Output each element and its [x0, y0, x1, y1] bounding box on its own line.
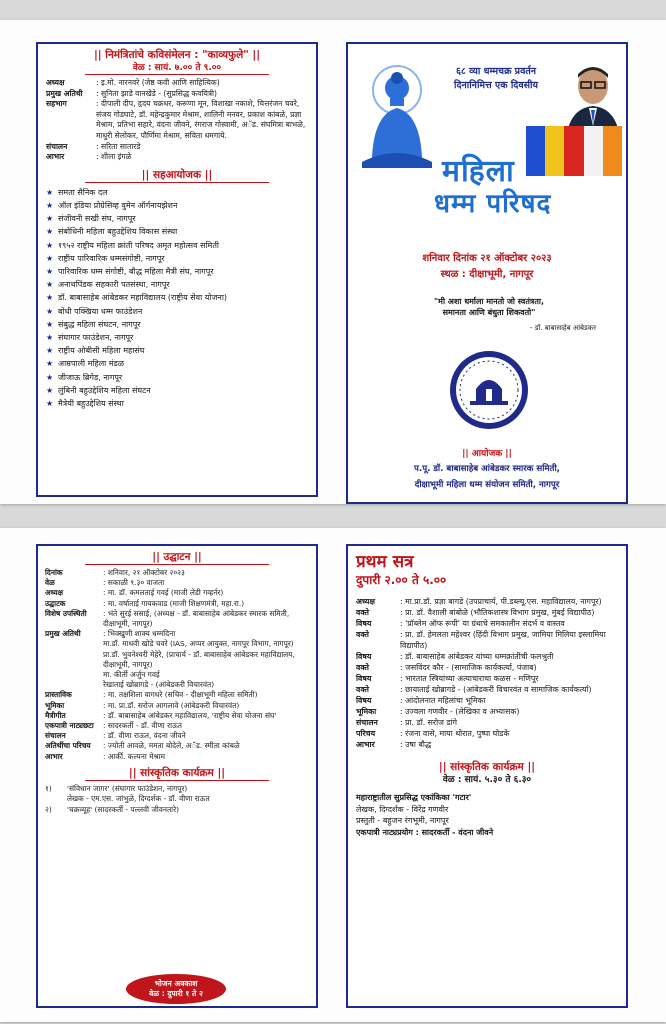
detail-row	[356, 618, 618, 629]
divider	[85, 74, 268, 75]
organizer-1: प.पू. डॉ. बाबासाहेब आंबेडकर स्मारक समिती,	[414, 464, 560, 474]
detail-key: विशेष उपस्थिती	[45, 608, 87, 618]
co-organizer-item	[46, 357, 308, 370]
detail-value: : ज्योती आवळे, ममता बोदेले, अॅड. स्मीता कांबळे	[103, 741, 240, 751]
quote-line1: "मी अशा धर्माला मानतो जो स्वतंत्रता,	[434, 297, 544, 306]
cultural-item-number: २)	[45, 804, 52, 814]
drama-writer: लेखक, दिग्दर्शक - विरेंद्र गणवीर	[356, 804, 449, 814]
detail-row	[45, 609, 309, 629]
detail-row	[356, 739, 618, 750]
detail-value: : मा. तक्षशिला वागधरे (सचिव - दीक्षाभूमी महिला समिती)	[103, 690, 258, 700]
co-organizer-title: || सहआयोजक ||	[141, 168, 213, 181]
detail-value: : उषा बौद्ध	[400, 740, 432, 749]
co-organizer-name: अनाथपिंडक सहकारी पतसंस्था, नागपूर	[58, 280, 170, 290]
drama-title: महाराष्ट्रातील सुप्रसिद्ध एकांकिका 'गटार'	[356, 793, 472, 802]
co-organizer-name: ऑल इंडिया प्रोग्रेसिव्ह वुमेन ऑर्गनायझेशन	[58, 200, 178, 210]
session-panel	[346, 544, 628, 1008]
detail-value: : मा.प्रा.डॉ. प्रज्ञा बागडे (उपप्राचार्य, पी.डब्ल्यू.एस. महाविद्यालय, नागपूर)	[400, 597, 602, 606]
detail-row	[356, 695, 618, 706]
co-organizer-item	[46, 344, 308, 357]
poetry-details	[46, 78, 308, 163]
detail-key: विषय	[356, 674, 372, 683]
lunch-label: भोजन अवकाश	[154, 979, 198, 988]
detail-row	[356, 673, 618, 684]
star-icon: ★	[46, 227, 54, 237]
detail-key: विषय	[356, 696, 372, 705]
co-organizer-name: संघागार फाउंडेशन, नागपूर	[58, 332, 134, 342]
event-venue: स्थळ : दीक्षाभूमी, नागपूर	[440, 269, 534, 280]
detail-key	[45, 680, 103, 690]
inauguration-details	[45, 568, 309, 762]
co-organizer-name: संबुद्ध महिला संघटन, नागपूर	[58, 319, 141, 329]
co-organizer-name: संजीवनी सखी संघ, नागपूर	[58, 214, 136, 224]
detail-value: : भंते सुरई ससाई, (अध्यक्ष - डॉ. बाबासाहेब आंबेडकर स्मारक समिती, दीक्षाभूमी, नागपूर)	[103, 608, 290, 629]
detail-row	[45, 599, 309, 609]
cultural-list	[45, 784, 309, 815]
cultural-item	[45, 794, 309, 804]
detail-row	[356, 629, 618, 651]
detail-value: : आंदोलनात महिलांचा भूमिका	[400, 696, 486, 705]
event-heading-1: ६८ व्या धम्मचक्र प्रवर्तन	[455, 66, 537, 77]
detail-value: : भारतात स्त्रियांच्या अत्याचाराचा कळस - मणिपूर	[400, 674, 539, 683]
star-icon: ★	[46, 359, 54, 369]
cultural-time-2: वेळ : सायं. ५.३० ते ६.३०	[442, 775, 532, 785]
star-icon: ★	[46, 200, 54, 210]
cultural-item-text: 'संविधान जागर' (संघागार फाउंडेशन, नागपूर)	[67, 783, 188, 793]
cultural-item-text: लेखक - एम.एस. जांभुळे, दिग्दर्शक - डॉ. वीणा राऊत	[67, 794, 210, 804]
detail-key: वक्ते	[356, 685, 369, 694]
co-organizer-name: आम्रपाली महिला मंडळ	[58, 359, 124, 369]
drama-presenter: प्रस्तुती - बहुजन रंगभूमी, नागपूर	[356, 816, 449, 825]
detail-row	[45, 680, 309, 690]
mono-act: एकपात्री नाट्यप्रयोग : सादरकर्ती - वंदना जीवने	[356, 827, 494, 837]
detail-key: मैत्रीगीत	[45, 710, 66, 720]
detail-value: रेखाताई खोब्रागडे - (आंबेडकरी विचारवंत)	[103, 680, 215, 690]
co-organizer-name: संबोधिनी महिला बहुउद्देशिय विकास संस्था	[58, 227, 178, 237]
detail-value: : शीला इंगळे	[96, 152, 132, 162]
detail-key: एकपात्री नाट्यछटा	[45, 721, 94, 731]
detail-key: वेळ	[45, 578, 55, 588]
star-icon: ★	[46, 319, 54, 329]
detail-row	[46, 78, 308, 89]
bottom-sheet	[0, 528, 666, 1022]
lunch-badge	[126, 974, 226, 1004]
detail-row	[45, 741, 309, 751]
detail-row	[45, 721, 309, 731]
star-icon: ★	[46, 280, 54, 290]
divider	[85, 780, 270, 781]
detail-value: मा.डॉ. माधवी खोडे चवरे (IAS, अप्पर आयुक्त, नागपूर विभाग, नागपूर)	[103, 639, 294, 649]
lunch-time: वेळ : दुपारी १ ते २	[149, 989, 203, 998]
detail-value: : छायाताई खोब्रागडे - (आंबेडकरी विचारवंत व सामाजिक कार्यकर्त्या)	[400, 685, 592, 694]
detail-value: : मा. प्रा.डॉ. सरोज आगलावे (आंबेडकरी विचारवंत)	[103, 700, 240, 710]
co-organizer-item	[46, 265, 308, 278]
co-organizer-item	[46, 305, 308, 318]
drama-info	[356, 792, 618, 838]
inauguration-panel	[36, 544, 318, 1008]
detail-row	[356, 706, 618, 717]
detail-value: : प्रा. डॉ. सरोज डांगे	[400, 718, 457, 727]
cultural-item-text: 'चक्रव्यूह' (सादरकर्ती - पल्लवी जीवनतारे)	[67, 804, 179, 814]
quote	[378, 296, 600, 318]
detail-value: : डॉ. वीणा राऊत, वंदना जीवने	[103, 731, 186, 741]
detail-key: संचालन	[356, 718, 378, 727]
co-organizer-item	[46, 212, 308, 225]
detail-key: प्रमुख अतिथी	[45, 629, 81, 639]
detail-key: विषय	[356, 619, 372, 628]
cultural-item-number	[45, 794, 67, 804]
co-organizer-list	[46, 186, 308, 410]
co-organizer-name: लुंबिनी बहुउद्देशिय महिला संघटन	[58, 385, 151, 395]
co-organizer-name: डॉ. बाबासाहेब आंबेडकर महाविद्यालय (राष्ट्रीय सेवा योजना)	[58, 293, 228, 303]
detail-value: : जसविंदर कौर - (सामाजिक कार्यकर्त्या, पंजाब)	[400, 663, 537, 672]
co-organizer-name: समता सैनिक दल	[58, 187, 108, 197]
detail-key: आभार	[356, 740, 375, 749]
star-icon: ★	[46, 306, 54, 316]
cover-panel	[346, 42, 628, 504]
co-organizer-item	[46, 278, 308, 291]
detail-value: : इ.मो. नारनवरे (जेष्ठ कवी आणि साहित्यिक)	[96, 78, 220, 87]
cultural-item	[45, 805, 309, 815]
divider	[85, 564, 270, 565]
detail-key: परिचय	[356, 729, 376, 738]
detail-key: संचालन	[46, 141, 68, 151]
co-organizer-name: मैत्रेयी बहुउद्देशिय संस्था	[58, 399, 124, 408]
detail-key	[45, 639, 103, 649]
cultural-title-2: || सांस्कृतिक कार्यक्रम ||	[438, 761, 536, 773]
detail-value: प्रा.डॉ. भुवनेश्वरी मेहेरे, (प्राचार्य - डॉ. बाबासाहेब आंबेडकर महाविद्यालय, दीक्षाभूमी, नागपूर)	[103, 649, 295, 669]
detail-row	[45, 731, 309, 741]
detail-value: : डॉ. बाबासाहेब आंबेडकर महाविद्यालय, 'राष्ट्रीय सेवा योजना संघ'	[103, 710, 277, 720]
co-organizer-item	[46, 371, 308, 384]
star-icon: ★	[46, 385, 54, 395]
detail-key: दिनांक	[45, 568, 63, 577]
detail-row	[356, 728, 618, 739]
detail-value: : सादरकर्ती - डॉ. वीणा राऊत	[103, 721, 183, 731]
detail-key: भूमिका	[356, 707, 377, 716]
detail-value: : दीपाली दीप, हृदय चक्रधर, करूणा मून, विशाखा नकाशे, चित्तरंजन चवरे, संजय गोडघाटे, डॉ. महेन्द्रकुमार मेश्राम, शालिनी मनवर, प्रकाश कांबळे, प्रज्ञा मेश्राम, प्रतिभा सहारे, वंदना जीवने, रंगराज गोस्वामी, अॅड. संघमित्रा बाभळे, माधुरी सेलोकर, पौर्णिमा मेश्राम, सविता धमगाये.	[96, 99, 306, 140]
co-organizer-item	[46, 318, 308, 331]
co-organizer-item	[46, 331, 308, 344]
cultural-title: || सांस्कृतिक कार्यक्रम ||	[128, 766, 226, 779]
top-sheet	[0, 20, 666, 504]
detail-key: वक्ते	[356, 608, 369, 617]
inauguration-title: || उद्घाटन ||	[152, 551, 202, 563]
star-icon: ★	[46, 293, 54, 303]
co-organizer-item	[46, 252, 308, 265]
star-icon: ★	[46, 214, 54, 224]
detail-row	[45, 650, 309, 670]
detail-row	[356, 651, 618, 662]
organizer-2: दीक्षाभूमी महिला धम्म संयोजन समिती, नागपूर	[414, 480, 560, 490]
detail-row	[356, 607, 618, 618]
detail-value: : सकाळी ९.३० वाजता	[103, 578, 165, 588]
detail-row	[356, 684, 618, 695]
star-icon: ★	[46, 332, 54, 342]
detail-value: : मा. डॉ. कमलताई गवई (माजी लेडी गव्हर्नर)	[103, 588, 224, 598]
detail-key: संचालन	[45, 731, 66, 741]
detail-key: अतिथींचा परिचय	[45, 741, 91, 751]
detail-row	[356, 717, 618, 728]
co-organizer-name: राष्ट्रीय ओबीसी महिला महासंघ	[58, 346, 145, 356]
detail-key: वक्ते	[356, 630, 369, 639]
detail-row	[356, 596, 618, 607]
detail-row	[45, 711, 309, 721]
detail-row	[46, 89, 308, 100]
detail-key	[45, 650, 103, 670]
detail-value: : प्रा. डॉ. वैशाली बांबोळे (भौतिकशास्त्र विभाग प्रमुख, मुंबई विद्यापीठ)	[400, 608, 595, 617]
star-icon: ★	[46, 253, 54, 263]
detail-key: अध्यक्ष	[46, 78, 65, 87]
detail-row	[45, 568, 309, 578]
main-title-line1: महिला	[442, 154, 515, 189]
co-organizer-item	[46, 199, 308, 212]
detail-row	[46, 142, 308, 153]
detail-key: अध्यक्ष	[356, 597, 376, 606]
detail-key	[45, 670, 103, 680]
buddha-icon	[356, 58, 438, 168]
star-icon: ★	[46, 187, 54, 197]
detail-value: : उज्वला गणवीर - (लेखिका व अभ्यासक)	[400, 707, 520, 716]
detail-value: : सरिता सातारडे	[96, 141, 141, 151]
detail-row	[45, 752, 309, 762]
detail-key: प्रास्ताविक	[45, 690, 72, 700]
session-time: दुपारी २.०० ते ५.००	[356, 573, 447, 587]
co-organizer-item	[46, 225, 308, 238]
event-date: शनिवार दिनांक २१ ऑक्टोबर २०२३	[422, 253, 552, 264]
organizer-title: || आयोजक ||	[462, 449, 512, 459]
co-organizer-name: १९५२ राष्ट्रीय महिला क्रांती परिषद अमृत महोत्सव समिती	[58, 240, 219, 250]
detail-value: मा. कीर्ती अर्जुन गवई	[103, 670, 160, 680]
poetry-time: वेळ : सायं. ७.०० ते ९.००	[132, 63, 222, 73]
quote-author: - डॉ. बाबासाहेब आंबेडकर	[530, 324, 596, 332]
co-organizer-item	[46, 397, 308, 410]
co-organizer-item	[46, 239, 308, 252]
star-icon: ★	[46, 399, 54, 408]
detail-key: अध्यक्ष	[45, 588, 64, 598]
quote-line2: समानता आणि बंधुता शिकवतो"	[442, 308, 536, 317]
detail-value: : 'प्रॉब्लेम ऑफ रूपी' या ग्रंथाचे समकालीन संदर्भ व वास्तव	[400, 619, 565, 628]
cultural-item	[45, 784, 309, 794]
detail-row	[356, 662, 618, 673]
detail-row	[45, 701, 309, 711]
poetry-title: || निमंत्रितांचे कविसंमेलन : "काव्यफुले" ||	[93, 49, 261, 61]
detail-row	[46, 99, 308, 141]
co-organizer-name: बोधी पक्खिया धम्म फाउंडेशन	[58, 306, 143, 316]
session-title: प्रथम सत्र	[356, 552, 414, 572]
detail-key: वक्ते	[356, 663, 369, 672]
detail-value: : सुनिता झाडे वानखेडे - (सुप्रसिद्ध कवयित्री)	[96, 88, 217, 98]
co-organizer-item	[46, 186, 308, 199]
detail-value: : भिक्खुणी शाक्य धम्मदिना	[103, 629, 176, 639]
detail-key: आभार	[45, 751, 63, 761]
event-heading-2: दिनानिमित्त एक दिवसीय	[453, 80, 539, 91]
divider	[85, 182, 268, 183]
detail-row	[45, 578, 309, 588]
detail-value: : डॉ. बाबासाहेब आंबेडकर यांच्या धम्मक्रांतीची फलश्रुती	[400, 652, 554, 661]
star-icon: ★	[46, 372, 54, 382]
detail-value: : मा. वर्षाताई गायकवाड (माजी शिक्षणमंत्री, महा.रा.)	[103, 598, 245, 608]
detail-key: सहभाग	[46, 99, 67, 109]
detail-value: : आर्की. कल्पना मेश्राम	[103, 751, 166, 761]
star-icon: ★	[46, 240, 54, 250]
detail-row	[46, 152, 308, 163]
detail-value: : शनिवार, २१ ऑक्टोबर २०२३	[103, 568, 185, 577]
detail-row	[45, 639, 309, 649]
detail-key: प्रमुख अतिथी	[46, 88, 83, 98]
detail-key: विषय	[356, 652, 372, 661]
detail-row	[45, 588, 309, 598]
star-icon: ★	[46, 266, 54, 276]
detail-row	[45, 670, 309, 680]
detail-key: उद्घाटक	[45, 598, 66, 608]
session-details	[356, 596, 618, 750]
star-icon: ★	[46, 346, 54, 356]
dharma-chakra-emblem-icon	[448, 349, 530, 431]
cultural-item-number: १)	[45, 783, 52, 793]
detail-row	[45, 629, 309, 639]
detail-key: आभार	[46, 152, 65, 162]
co-organizer-item	[46, 291, 308, 304]
poetry-panel	[36, 42, 318, 497]
main-title	[434, 156, 614, 220]
co-organizer-name: जीजाऊ ब्रिगेड, नागपूर	[58, 372, 123, 382]
co-organizer-item	[46, 384, 308, 397]
detail-value: : प्रा. डॉ. हेमलता महेश्वर (हिंदी विभाग प्रमुख, जामिया मिलिया इस्लामिया विद्यापीठ)	[400, 630, 606, 650]
main-title-line2: धम्म परिषद	[434, 189, 552, 219]
detail-value: : रंजना वासे, माया थोरात, पुष्पा घोडके	[400, 729, 510, 738]
detail-row	[45, 690, 309, 700]
detail-key: भूमिका	[45, 700, 65, 710]
co-organizer-name: पारिवारिक धम्म संगोष्टी, बौद्ध महिला मैत्री संघ, नागपूर	[58, 266, 214, 276]
co-organizer-name: राष्ट्रीय पारिवारिक धम्मसंगोष्टी, नागपूर	[58, 253, 165, 263]
